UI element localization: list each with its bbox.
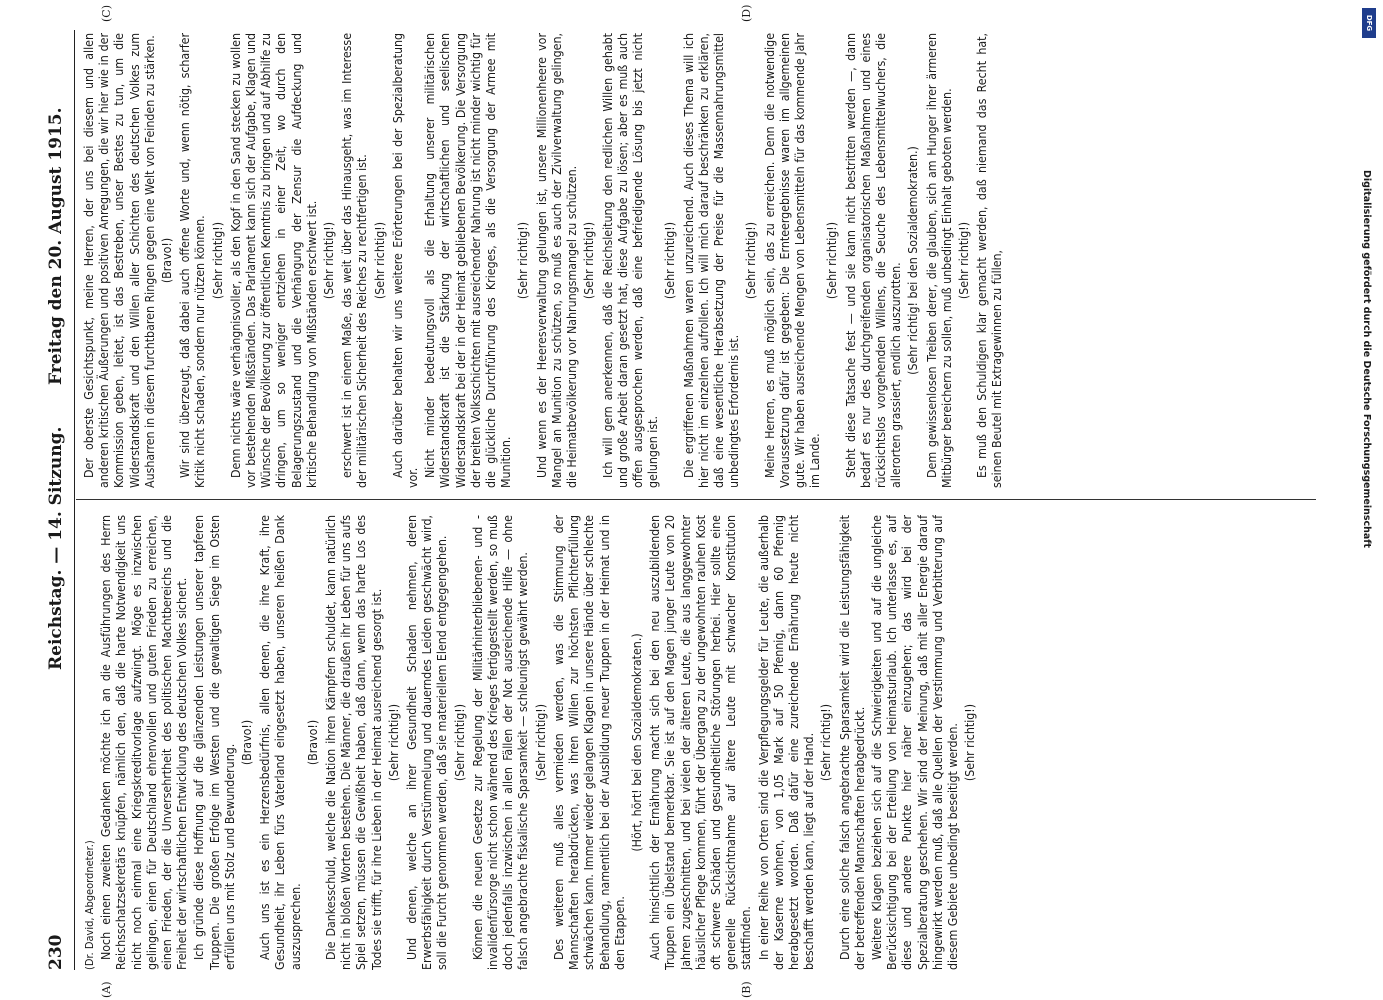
- paragraph: Noch einen zweiten Gedanken möchte ich an die Ausführungen des Herrn Reichsschatzsekretärs knüpfen, nämlich den, daß die harte Notwendigkeit uns nicht noch einmal eine Kriegskreditvorlage aufzwingt. Möge es inzwischen gelingen, einen für Deutschland ehrenvollen und guten Frieden zu erreichen, einen Frieden, der die Unversehrtheit des politischen Machtbereichs und die Freiheit der wirtschaftlichen Entwicklung des deutschen Volkes sichert.: [99, 515, 190, 970]
- interjection: (Sehr richtig!): [372, 221, 387, 300]
- interjection: (Sehr richtig!): [516, 221, 531, 300]
- header-rule: [74, 30, 75, 970]
- margin-letter-d: (D): [740, 4, 753, 22]
- interjection: (Sehr richtig!): [956, 221, 971, 300]
- paragraph: Wir sind überzeugt, daß dabei auch offene Worte und, wenn nötig, scharfer Kritik nicht schaden, sondern nur nützen können.: [178, 33, 208, 488]
- interjection: (Sehr richtig!): [322, 221, 337, 300]
- interjection: (Bravo!): [305, 719, 320, 766]
- paragraph: Auch uns ist es ein Herzensbedürfnis, allen denen, die ihre Kraft, ihre Gesundheit, ihr Leben fürs Vaterland eingesetzt haben, unseren heißen Dank auszusprechen.: [258, 515, 303, 970]
- dfg-logo: [1362, 8, 1376, 38]
- margin-letter-b: (B): [740, 981, 753, 998]
- right-paragraphs: [82, 33, 1006, 488]
- paragraph: Können die neuen Gesetze zur Regelung der Militärhinterbliebenen- und -invalidenfürsorge nicht schon während des Krieges fertiggestellt werden, so muß doch jedenfalls inzwischen in allen Fällen der Not ausreichende Hilfe — ohne falsch angebrachte fiskalische Sparsamkeit — schleunigst gewährt werden.: [470, 515, 531, 970]
- paragraph: Durch eine solche falsch angebrachte Sparsamkeit wird die Leistungsfähigkeit der betreffenden Mannschaften herabgedrückt.: [837, 515, 867, 970]
- left-column: [82, 515, 1312, 970]
- interjection: (Sehr richtig! bei den Sozialdemokraten.): [906, 146, 921, 375]
- rotated-sheet: [40, 4, 1340, 998]
- interjection: (Sehr richtig!): [819, 703, 834, 782]
- paragraph: Steht diese Tatsache fest — und sie kann nicht bestritten werden —, dann bedarf es nur des durchgreifenden organisatorischen Maßnahmen und eines rücksichtslos vorgehenden Willens, die Seuche des Lebensmittelwuchers, die allerorten grassiert, endlich auszurotten.: [843, 33, 904, 488]
- paragraph: Nicht minder bedeutungsvoll als die Erhaltung unserer militärischen Widerstandskraft ist die Stärkung der wirtschaftlichen und seelischen Widerstandskraft bei der in der Heimat gebliebenen Bevölkerung. Die Versorgung der breiten Volksschichten mit ausreichender Nahrung ist nicht minder wichtig für die glückliche Durchführung des Krieges, als die Versorgung der Armee mit Munition.: [423, 33, 514, 488]
- page-number: 230: [46, 934, 66, 970]
- column-rule: [76, 499, 1316, 500]
- paragraph: Des weiteren muß alles vermieden werden, was die Stimmung der Mannschaften herabdrücken, was ihren Willen zur höchsten Pflichterfüllung schwächen kann. Immer wieder gelangen Klagen in unsere Hände über schlechte Behandlung, namentlich bei der Ausbildung neuer Truppen in der Heimat und in den Etappen.: [551, 515, 627, 970]
- interjection: (Sehr richtig!): [663, 221, 678, 300]
- page-header: [40, 30, 72, 970]
- paragraph: Meine Herren, es muß möglich sein, das zu erreichen. Denn die notwendige Voraussetzung dafür ist gegeben: Die Ernteergebnisse waren im allgemeinen gute. Wir haben ausreichende Mengen von Lebensmitteln für das kommende Jahr im Lande.: [762, 33, 823, 488]
- interjection: (Sehr richtig!): [386, 703, 401, 782]
- interjection: (Bravo!): [160, 237, 175, 284]
- paragraph: Die Dankesschuld, welche die Nation ihren Kämpfern schuldet, kann natürlich nicht in bloßen Worten bestehen. Die Männer, die draußen ihr Leben für uns aufs Spiel setzen, müssen die Gewißheit haben, daß dann, wenn das harte Los des Todes sie trifft, für ihre Lieben in der Heimat ausreichend gesorgt ist.: [324, 515, 384, 970]
- paragraph: Dem gewissenlosen Treiben derer, die glauben, sich am Hunger ihrer ärmeren Mitbürger bereichern zu sollen, muß unbedingt Einhalt geboten werden.: [924, 33, 954, 488]
- margin-letter-a: (A): [100, 981, 113, 998]
- interjection: (Sehr richtig!): [963, 703, 978, 782]
- interjection: (Sehr richtig!): [533, 703, 548, 782]
- interjection: (Sehr richtig!): [582, 221, 597, 300]
- footer-credit: [1360, 170, 1372, 850]
- header-session: Reichstag. — 14. Sitzung.: [46, 426, 66, 670]
- paragraph: In einer Reihe von Orten sind die Verpflegungsgelder für Leute, die außerhalb der Kaserne wohnen, von 1,05 Mark auf 50 Pfennig, dann 60 Pfennig herabgesetzt worden. Daß dafür eine zureichende Ernährung heute nicht beschafft werden kann, liegt auf der Hand.: [756, 515, 817, 970]
- speaker-intro: (Dr. David, Abgeordneter.): [83, 840, 96, 970]
- dfg-logo-text: DFG: [1365, 14, 1373, 32]
- right-column: [82, 33, 1312, 488]
- paragraph: Denn nichts wäre verhängnisvoller, als den Kopf in den Sand stecken zu wollen vor bestehenden Mißständen. Das Parlament kann sich der Aufgabe, Klagen und Wünsche der Bevölkerung zur öffentlichen Kenntnis zu bringen und auf Abhilfe zu dringen, um so weniger entziehen in einer Zeit, wo durch den Belagerungszustand und die Verhängung der Zensur die Aufdeckung und kritische Behandlung von Mißständen erschwert ist.: [228, 33, 319, 488]
- paragraph: Und denen, welche an ihrer Gesundheit Schaden nehmen, deren Erwerbsfähigkeit durch Verstümmelung und dauerndes Leiden geschwächt wird, soll die Furcht genommen werden, daß sie materiellem Elend entgegengehen.: [405, 515, 450, 970]
- interjection: (Sehr richtig!): [210, 221, 225, 300]
- interjection: (Sehr richtig!): [452, 703, 467, 782]
- paragraph: Ich gründe diese Hoffnung auf die glänzenden Leistungen unserer tapferen Truppen. Die großen Erfolge im Westen und die gewaltigen Siege im Osten erfüllen uns mit Stolz und Bewunderung.: [192, 515, 237, 970]
- interjection: (Sehr richtig!): [744, 221, 759, 300]
- margin-letter-c: (C): [100, 5, 113, 22]
- interjection: (Hört, hört! bei den Sozialdemokraten.): [629, 633, 644, 852]
- interjection: (Sehr richtig!): [825, 221, 840, 300]
- footer-text: Digitalisierung gefördert durch die Deutsche Forschungsgemeinschaft: [1361, 170, 1372, 548]
- paragraph: Der oberste Gesichtspunkt, meine Herren, der uns bei diesem und allen anderen kritischen Äußerungen und positiven Anregungen, die wir hier wie in der Kommission geben, leitet, ist das Bestreben, unser Bestes zu tun, um die Widerstandskraft und den Willen aller Schichten des deutschen Volkes zum Ausharren in diesem furchtbaren Ringen gegen eine Welt von Feinden zu stärken.: [82, 33, 157, 488]
- paragraph: erschwert ist in einem Maße, das weit über das Hinausgeht, was im Interesse der militärischen Sicherheit des Reiches zu rechtfertigen ist.: [340, 33, 370, 488]
- paragraph: Weitere Klagen beziehen sich auf die Schwierigkeiten und auf die ungleiche Berücksichtigung bei der Erteilung von Heimatsurlaub. Ich unterlasse es, auf diese und andere Punkte hier näher einzugehen; das wird bei der Spezialberatung geschehen. Wir sind der Meinung, daß mit aller Energie darauf hingewirkt werden muß, daß alle Quellen der Verstimmung und Verbitterung auf diesem Gebiete unbedingt beseitigt werden.: [869, 515, 960, 970]
- paragraph: Und wenn es der Heeresverwaltung gelungen ist, unsere Millionenheere vor Mangel an Munition zu schützen, so muß es auch der Zivilverwaltung gelingen, die Heimatbevölkerung vor Nahrungsmangel zu schützen.: [534, 33, 580, 488]
- left-paragraphs: [99, 515, 978, 970]
- interjection: (Bravo!): [240, 719, 255, 766]
- paragraph: Ich will gern anerkennen, daß die Reichsleitung den redlichen Willen gehabt und große Arbeit daran gesetzt hat, diese Aufgabe zu lösen; aber es muß auch offen ausgesprochen werden, daß eine befriedigende Lösung bis jetzt nicht gelungen ist.: [600, 33, 661, 488]
- header-date: Freitag den 20. August 1915.: [46, 107, 66, 385]
- paragraph: Auch darüber behalten wir uns weitere Erörterungen bei der Spezialberatung vor.: [390, 33, 421, 488]
- paragraph: Die ergriffenen Maßnahmen waren unzureichend. Auch dieses Thema will ich hier nicht im einzelnen aufrollen. Ich will mich darauf beschränken zu erklären, daß eine wesentliche Herabsetzung der Preise für die Massennahrungsmittel unbedingtes Erfordernis ist.: [681, 33, 742, 488]
- paragraph: Auch hinsichtlich der Ernährung macht sich bei den neu auszubildenden Truppen ein Übelstand bemerkbar. Sie ist auf den Magen junger Leute von 20 Jahren zugeschnitten, und bei vielen der älteren Leute, die aus langgewohnter häuslicher Pflege kommen, führt der Übergang zu der ungewohnten rauhen Kost oft schwere Schäden und gesundheitliche Störungen herbei. Hier sollte eine generelle Rücksichtnahme auf ältere Leute mit schwacher Konstitution stattfinden.: [648, 515, 754, 970]
- paragraph: Es muß den Schuldigen klar gemacht werden, daß niemand das Recht hat, seinen Beutel mit Extragewinnen zu füllen,: [975, 33, 1005, 488]
